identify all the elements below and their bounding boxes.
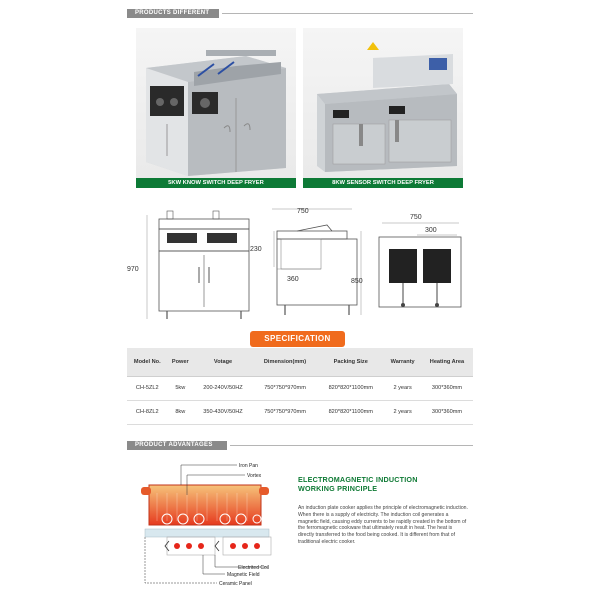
cell-packing: 820*820*1100mm bbox=[317, 376, 384, 400]
technical-drawings bbox=[127, 205, 473, 330]
col-model: Model No. bbox=[127, 348, 168, 376]
col-dimension: Dimension(mm) bbox=[253, 348, 317, 376]
dim-side-tank-height: 230 bbox=[250, 246, 262, 253]
section-title: PRODUCT ADVANTAGES bbox=[127, 441, 227, 450]
dim-side-height: 850 bbox=[351, 278, 363, 285]
product-photo-8kw bbox=[303, 28, 463, 188]
front-view-drawing bbox=[127, 211, 249, 319]
photo-caption: 8KW SENSOR SWITCH DEEP FRYER bbox=[303, 178, 463, 188]
cell-power: 5kw bbox=[168, 376, 193, 400]
specification-table bbox=[127, 348, 473, 425]
table-row bbox=[127, 400, 473, 424]
table-row bbox=[127, 376, 473, 400]
iron-pan-shape bbox=[141, 485, 269, 525]
label-vortex: Vortex bbox=[247, 473, 262, 479]
advantage-title-line2: WORKING PRINCIPLE bbox=[298, 483, 378, 493]
label-electrified-coil: Electrited Coil bbox=[238, 565, 269, 571]
induction-diagram bbox=[127, 455, 297, 595]
section-title: PRODUCTS DIFFERENT bbox=[127, 9, 219, 18]
cell-warranty: 2 years bbox=[384, 376, 420, 400]
fryer-5kw-image bbox=[136, 28, 296, 178]
electrified-coil bbox=[165, 537, 271, 555]
cell-model: CH-8ZL2 bbox=[127, 400, 168, 424]
cell-packing: 820*820*1100mm bbox=[317, 400, 384, 424]
col-heating-area: Heating Area bbox=[421, 348, 473, 376]
label-ceramic-panel: Ceramic Panel bbox=[219, 581, 252, 587]
label-iron-pan: Iron Pan bbox=[239, 463, 258, 469]
dim-top-basket: 300 bbox=[425, 227, 437, 234]
cell-warranty: 2 years bbox=[384, 400, 420, 424]
section-product-advantages bbox=[127, 441, 473, 450]
section-divider bbox=[230, 445, 473, 446]
dim-side-width: 750 bbox=[297, 208, 309, 215]
section-divider bbox=[222, 13, 473, 14]
cell-dimension: 750*750*970mm bbox=[253, 400, 317, 424]
advantage-title-line1: ELECTROMAGNETIC INDUCTION bbox=[298, 475, 418, 484]
side-view-drawing bbox=[250, 208, 363, 315]
label-magnetic-field: Magnetic Field bbox=[227, 572, 260, 578]
advantage-title bbox=[298, 476, 463, 493]
advantage-description: An induction plate cooker applies the principle of electromagnetic induction. When there is a supply of electricity. The induction coil generates a magnetic field, causing eddy currents to be rapidly created in the bottom of the ferromagnetic cookware that ultimately result in heat. The heat is directly transferred to the food being cooked. It is different from that of traditional electric cooker. bbox=[298, 505, 468, 545]
dim-side-tank-depth: 360 bbox=[287, 276, 299, 283]
section-products-different bbox=[127, 9, 473, 18]
photo-caption: 5KW KNOW SWITCH DEEP FRYER bbox=[136, 178, 296, 188]
table-header-row bbox=[127, 348, 473, 376]
cell-heating-area: 300*360mm bbox=[421, 376, 473, 400]
cell-voltage: 200-240V/50HZ bbox=[193, 376, 253, 400]
cell-power: 8kw bbox=[168, 400, 193, 424]
specification-title: SPECIFICATION bbox=[250, 331, 345, 347]
cell-heating-area: 300*360mm bbox=[421, 400, 473, 424]
top-view-drawing bbox=[379, 214, 461, 307]
cell-voltage: 350-430V/50HZ bbox=[193, 400, 253, 424]
col-voltage: Votage bbox=[193, 348, 253, 376]
dim-front-height: 970 bbox=[127, 266, 139, 273]
fryer-8kw-image bbox=[303, 28, 463, 178]
product-photo-5kw bbox=[136, 28, 296, 188]
cell-dimension: 750*750*970mm bbox=[253, 376, 317, 400]
dim-top-width: 750 bbox=[410, 214, 422, 221]
ceramic-panel bbox=[145, 529, 269, 537]
col-packing: Packing Size bbox=[317, 348, 384, 376]
col-warranty: Warranty bbox=[384, 348, 420, 376]
col-power: Power bbox=[168, 348, 193, 376]
cell-model: CH-5ZL2 bbox=[127, 376, 168, 400]
